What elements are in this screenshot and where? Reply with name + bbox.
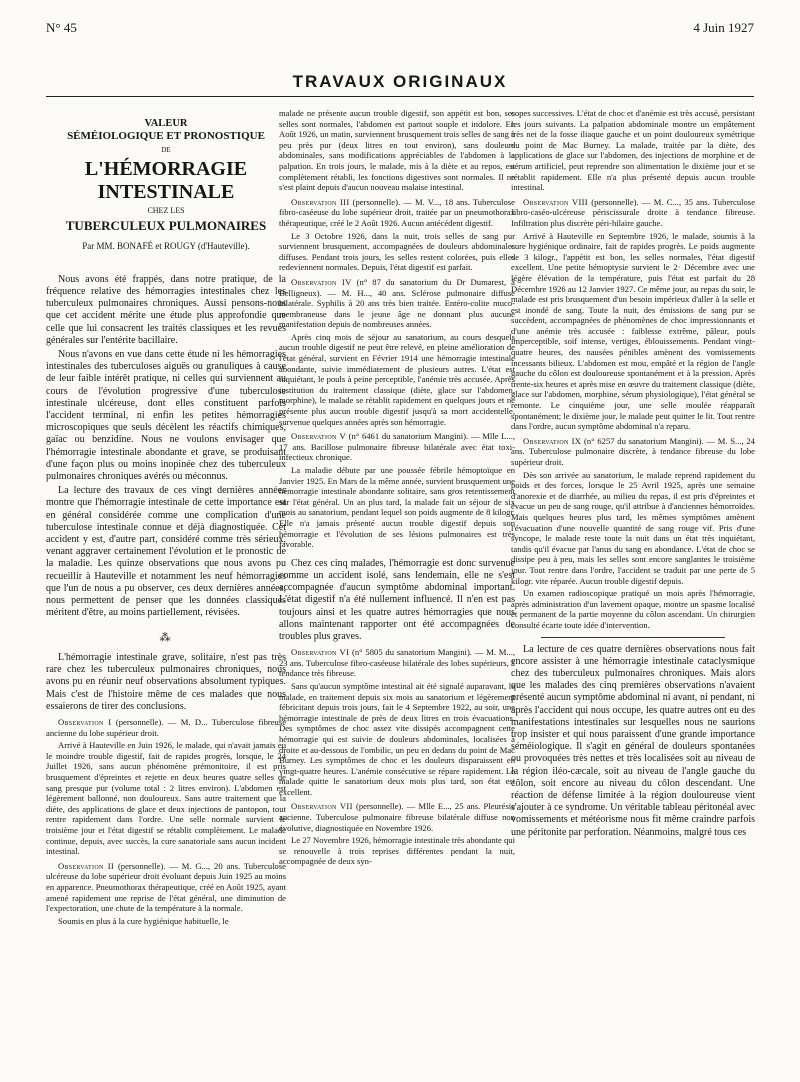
observation-summary: (n° 6461 du sanatorium Mangini). — Mlle L..., 17 ans. Bacillose pulmonaire fibreuse bilatérale avec état toxi-infectieux chronique. (279, 431, 515, 463)
observation-label: Observation IV (291, 276, 352, 287)
observation-body: Soumis en plus à la cure hygiénique habituelle, le (58, 915, 229, 926)
observation-body: Un examen radioscopique pratiqué un mois après l'hémorragie, après administration d'un lavement opaque, montre un spasme localisé et permanent de la partie moyenne du côlon ascendant. Un chirurgien consulté écarte toute idée d'intervention. (511, 588, 755, 630)
observation-summary: (personnelle). — M. D... Tuberculose fibreuse ancienne du lobe supérieur droit. (46, 717, 286, 738)
observation-label: Observation II (58, 860, 115, 871)
issue-number: N° 45 (46, 20, 77, 35)
observation-body: Dès son arrivée au sanatorium, le malade reprend rapidement du poids et des forces, lorsque le 25 Avril 1925, après une semaine d'anorexie et de diarrhée, au milieu du repas, il est pris d'épreintes et évacue un peu de sang rouge, qu'il attribue à d'anciennes hémorroïdes. Mais quelques heures plus tard, les mêmes symptômes amènent l'évacuation d'une nouvelle quantité de sang rouge vif. Pris d'une syncope, le malade reste toute la nuit dans un état très inquiétant, tandis qu'il évacue par l'anus du sang en abondance. L'état de choc se dissipe peu à peu, mais les selles sont encore sanglantes le troisième jour. Tout rentre dans l'ordre, l'accident se traduit par une perte de 5 kilogr. vite réparée. Aucun trouble digestif depuis. (511, 469, 755, 586)
article-title-line2: SÉMÉIOLOGIQUE ET PRONOSTIQUE (67, 130, 265, 142)
observation-label: Observation V (291, 431, 346, 442)
observation-label: Observation IX (523, 435, 582, 446)
article-title-line1: VALEUR (144, 118, 188, 129)
observation-summary: (personnelle). — M. V..., 18 ans. Tuberculose fibro-caséeuse du lobe supérieur droit, traitée par un pneumothorax thérapeutique, créé le 2 Août 1926. Aucun antécédent digestif. (279, 196, 515, 228)
observation-body: Le 3 Octobre 1926, dans la nuit, trois selles de sang pur surviennent brusquement, accompagnées de douleurs abdominales diffuses. Pendant trois jours, les selles restent colorées, puis elles redeviennent normales. Depuis, l'état digestif est parfait. (279, 230, 515, 273)
header-rule (46, 96, 754, 97)
observation-label: Observation VIII (523, 196, 588, 207)
observation-heading (46, 861, 286, 914)
observation-heading (279, 197, 515, 229)
observation-heading (279, 801, 515, 833)
observation-heading (511, 436, 755, 468)
article-title-chez: CHEZ LES (147, 205, 185, 215)
article-title-main: L'HÉMORRAGIE INTESTINALE (84, 157, 248, 203)
section-separator: ⁂ (159, 632, 173, 645)
intro-paragraph: Nous avons été frappés, dans notre pratique, de la fréquence relative des hémorragies intestinales chez les tuberculeux pulmonaires chroniques. Aussi pensons-nous que cet accident mérite une étude plus approfondie que celle que lui consacrent les traités classiques et les revues générales sur l'entérite bacillaire. (46, 273, 286, 346)
observation-summary: (personnelle). — M. C..., 35 ans. Tuberculose fibro-caséo-ulcéreuse périscissurale droite à tendance fibreuse. Infiltration plus discrète péri-hilaire gauche. (511, 196, 755, 228)
observation-summary: (n° 6257 du sanatorium Mangini). — M. S..., 24 ans. Tuberculose pulmonaire discrète, à tendance fibreuse du lobe supérieur droit. (511, 435, 755, 467)
article-title-de: DE (161, 146, 171, 154)
observation-summary: (personnelle). — M. G..., 20 ans. Tuberculose ulcéreuse du lobe supérieur droit évoluant depuis Juin 1925 au moins en apparence. Pneumothorax thérapeutique, créé en Août 1925, ayant amené rapidement une reprise de l'état général, une diminution de l'expectoration, une chute de la température à la normale. (46, 860, 286, 914)
observation-label: Observation I (58, 717, 112, 728)
intro-paragraph: Nous n'avons en vue dans cette étude ni les hémorragies intestinales des tuberculoses aiguës ou granuliques à cause de leur faible intérêt pratique, ni celles qui surviennent au cours de l'évolution progressive d'une tuberculose intestinale ulcéreuse, dont elles constituent parfois l'accident terminal, ni enfin les petites hémorragies microscopiques que seuls décèlent les réactifs chimiques, gaïac ou benzidine. Nous ne voulons envisager que l'hémorragie intestinale abondante et grave, se produisant d'une façon plus ou moins inopinée chez des tuberculeux pulmonaires chroniques avérés ou méconnus. (46, 349, 286, 483)
issue-date: 4 Juin 1927 (693, 20, 754, 35)
column-2 (279, 108, 515, 1068)
observation-label: Observation III (291, 196, 350, 207)
observation-heading (511, 197, 755, 229)
intro-paragraph: La lecture des travaux de ces vingt dernières années montre que l'hémorragie intestinale de cette importance est en général considérée comme une complication d'une tuberculose intestinale connue et déjà diagnostiquée. Cet accident y est, d'autre part, considéré comme très sérieux, venant aggraver certainement l'évolution et le pronostic de la maladie. Les quinze observations que nous avons pu recueillir à Hauteville et notamment les neuf hémorragies que l'un de nous a pu observer, ces deux dernières années, nous permettent de penser que les données classiques méritent d'être, au moins partiellement, révisées. (46, 485, 286, 619)
observation-body: copes successives. L'état de choc et d'anémie est très accusé, persistant les jours suivants. La palpation abdominale montre un empâtement très net de la fosse iliaque gauche et un point douloureux symétrique du point de Mac Burney. La malade, traitée par la diète, des applications de glace sur l'abdomen, des injections de morphine et de sérum artificiel, peut reprendre son alimentation le dixième jour et se rétablit rapidement. Elle n'a plus présenté depuis aucun trouble intestinal. (511, 108, 755, 193)
column-3 (511, 108, 755, 1068)
observation-body: La maladie débute par une poussée fébrile hémoptoïque en Janvier 1925. En Mars de la même année, survient brusquement une hémorragie intestinale abondante solitaire, sans gros retentissement sur l'état général. Un an plus tard, la malade fait un séjour de six mois au sanatorium, pendant lequel son poids augmente de 8 kilogr. Elle n'a jamais présenté aucun trouble digestif depuis son hémorragie et l'évolution de ses lésions pulmonaires est très favorable. (279, 465, 515, 550)
running-header (46, 20, 754, 40)
observation-heading (279, 647, 515, 679)
body-paragraph: Chez ces cinq malades, l'hémorragie est donc survenue comme un accident isolé, sans lendemain, elle ne s'est accompagnée d'aucun symptôme abdominal important. L'état digestif n'a été nullement influencé. Il n'en est pas toujours ainsi et les quatre autres hémorragies que nous allons maintenant rapporter ont été accompagnées de troubles plus graves. (279, 557, 515, 642)
body-paragraph: L'hémorragie intestinale grave, solitaire, n'est pas très rare chez les tuberculeux pulmonaires chroniques, nous avons pu en réunir neuf observations absolument typiques. Mais c'est de l'histoire même de ces malades que nous essaierons de tirer des conclusions. (46, 652, 286, 712)
observation-body: Arrivé à Hauteville en Septembre 1926, le malade, soumis à la cure hygiénique ordinaire, fait de rapides progrès. Le poids augmente de 3 kilogr., l'appétit est bon, les selles normales, l'état digestif excellent. Une petite hémoptysie survient le 2· Décembre avec une légère élévation de la température, puis l'état est parfait du 28 Décembre 1926 au 12 Janvier 1927. Ce même jour, au repas du soir, le malade est pris brusquement d'un besoin impérieux d'aller à la selle et est inondé de sang. Toute la nuit, des émissions de sang pur se succèdent, accompagnées de phénomènes de choc impressionnants et d'une anémie très accusée : faiblesse extrême, pâleur, pouls imperceptible, soif intense, vertiges, éblouissements. Pendant vingt-quatre heures, des nausées pénibles amènent des vomissements incessants bilieux. L'abdomen est mou, empâté et la région de l'angle gauche du côlon est douloureuse spontanément et à la pression. Après trente-six heures et après mise en œuvre du traitement classique (diète, glace sur l'abdomen, morphine, sérum physiologique), l'état général se remonte. Le cinquième jour, une selle moulée réapparaît spontanément; le dixième jour, le malade peut quitter le lit. Tout rentre dans l'ordre, aucun symptôme abdominal n'a reparu. (511, 230, 755, 432)
byline: Par MM. BONAFÉ et ROUGY (d'Hauteville). (82, 241, 250, 252)
section-title: TRAVAUX ORIGINAUX (292, 72, 508, 91)
observation-heading (46, 717, 286, 738)
column-1 (46, 108, 286, 1068)
observation-label: Observation VI (291, 647, 350, 658)
observation-label: Observation VII (291, 801, 353, 812)
observation-summary: (n° 87 du sanatorium du Dr Dumarest, à Belligneux). — M. H..., 40 ans. Sclérose pulmonaire diffuse bilatérale. Syphilis à 20 ans très bien traitée. Entéro-colite muco-membraneuse dans le jeune âge ne donnant plus aucune manifestation depuis de nombreuses années. (279, 276, 515, 330)
observation-body: Sans qu'aucun symptôme intestinal ait été signalé auparavant, le malade, en traitement depuis six mois au sanatorium et légèrement fébricitant depuis trois jours, fait le 4 Septembre 1922, au soir, une hémorragie intestinale de près de deux litres en trois évacuations. Des symptômes de choc assez vite dissipés accompagnent cette hémorragie qui est suivie de douleurs abdominales, localisées à droite et au-dessous de l'ombilic, un peu en dedans du point de Mac Burney. Les symptômes de choc et les douleurs disparaissent en vingt-quatre heures. L'anémie consécutive se répare rapidement. Le malade quitte le sanatorium deux mois plus tard, son état est excellent. (279, 680, 515, 797)
observation-summary: (n° 5805 du sanatorium Mangini). — M. M..., 23 ans. Tuberculose fibro-caséeuse bilatérale des lobes supérieurs, à tendance très fibreuse. (279, 647, 515, 679)
observation-body: malade ne présente aucun trouble digestif, son appétit est bon, ses selles sont normales, l'abdomen est partout souple et indolore. En Août 1926, un matin, surviennent brusquement trois selles de sang à peu près pur (deux litres en tout environ), sans douleurs abdominales, sans modifications appréciables de l'abdomen à la palpation. En trois jours, le malade, mis à la diète et au repos, est complètement rétabli, les fonctions digestives sont normales. Il ne s'est plaint depuis d'aucun nouveau malaise intestinal. (279, 108, 515, 193)
observation-heading (279, 277, 515, 330)
body-paragraph: La lecture de ces quatre dernières observations nous fait encore assister à une hémorragie intestinale cataclysmique chez des tuberculeux pulmonaires chroniques. Mais alors que les malades des cinq premières observations n'avaient présenté aucun symptôme abdominal ni avant, ni pendant, ni après l'accident qui nous occupe, les quatre autres ont eu des manifestations intestinales sur lesquelles nous ne saurions trop insister et qui nous paraissent d'une grande importance séméiologique. Il s'agit en général de douleurs spontanées ou provoquées très nettes et très localisées soit au niveau de la région iléo-cæcale, soit au niveau de l'angle gauche du côlon, soit encore au niveau du côlon descendant. Une réaction de défense limitée à la région douloureuse vient s'ajouter à ce syndrome. Un véritable tableau péritonéal avec vomissements et météorisme nous fit même craindre parfois une péritonite par perforation. Néanmoins, malgré tous ces (511, 643, 755, 838)
section-divider (541, 637, 725, 638)
observation-summary: (personnelle). — Mlle E..., 25 ans. Pleurésie ancienne. Tuberculose pulmonaire fibreuse bilatérale diffuse non évolutive, diagnostiquée en Novembre 1926. (279, 801, 515, 833)
article-title-sub: TUBERCULEUX PULMONAIRES (65, 218, 267, 234)
observation-heading (279, 431, 515, 463)
observation-body: Après cinq mois de séjour au sanatorium, au cours desquels aucun trouble digestif ne peut être relevé, en pleine amélioration de l'état général, survient en Février 1914 une hémorragie intestinale abondante, suivie immédiatement de plusieurs autres. L'état est inquiétant, le pouls à peine perceptible, l'anémie très accusée. Après institution du traitement classique (diète, glace sur l'abdomen, morphine), le malade se rétablit rapidement en quelques jours et ne présente plus aucun trouble digestif jusqu'à sa mort accidentelle, survenue quelques années après son hémorragie. (279, 331, 515, 427)
observation-body: Arrivé à Hauteville en Juin 1926, le malade, qui n'avait jamais eu le moindre trouble digestif, fait de rapides progrès, lorsque, le 24 Juillet 1926, sans aucun phénomène prémonitoire, il est pris brusquement d'épreintes et rejette en deux heures quatre selles de sang presque pur (volume total : 2 litres environ). L'abdomen est légèrement ballonné, non douloureux. Sans autre traitement que la diète, des applications de glace et deux injections de pantopon, tout rentre rapidement dans l'ordre. Une selle normale survient le troisième jour et l'état digestif se rétablit complètement. Le malade continue, depuis, avec succès, la cure sanatoriale sans aucun incident intestinal. (46, 740, 286, 857)
observation-body: Le 27 Novembre 1926, hémorragie intestinale très abondante qui se renouvelle à trois reprises différentes pendant la nuit, accompagnée de deux syn- (279, 835, 515, 867)
